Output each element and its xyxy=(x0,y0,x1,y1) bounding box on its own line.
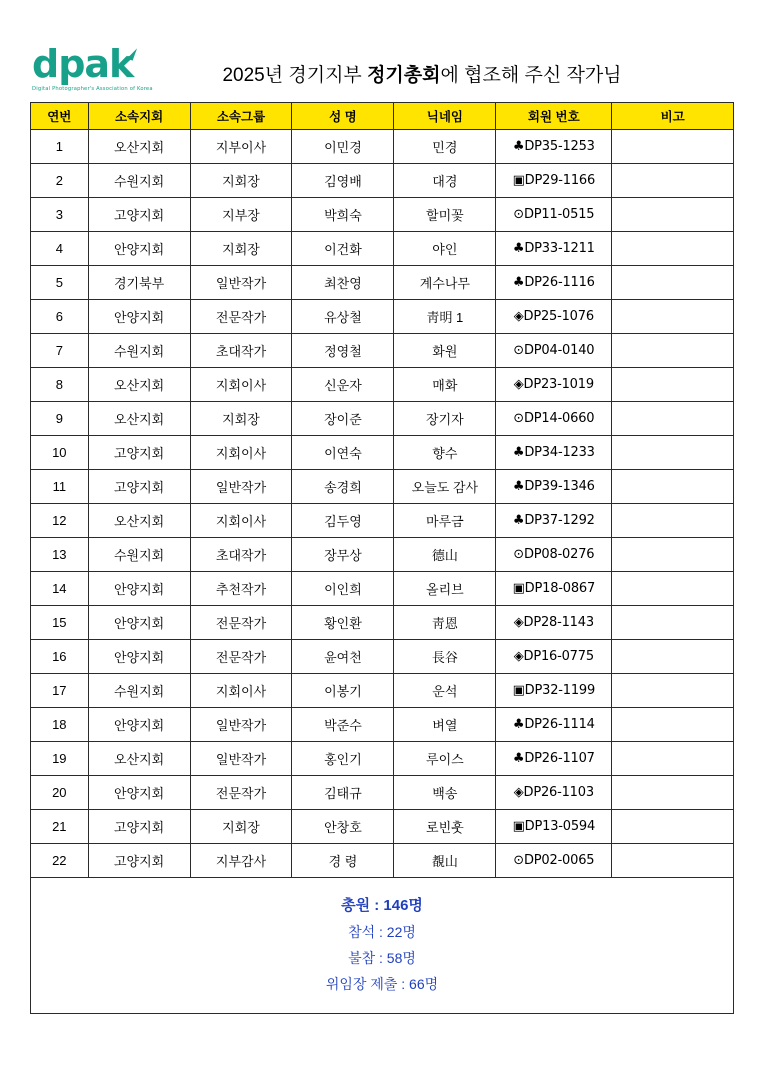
cell-no: 17 xyxy=(31,674,89,708)
cell-member-no: ◈DP23-1019 xyxy=(496,368,612,402)
cell-name: 이건화 xyxy=(292,232,394,266)
cell-name: 최찬영 xyxy=(292,266,394,300)
cell-no: 8 xyxy=(31,368,89,402)
logo-subtitle: Digital Photographer's Association of Korea xyxy=(32,86,153,92)
cell-note xyxy=(612,402,734,436)
title-part-2: 에 협조해 주신 작가님 xyxy=(440,65,622,87)
table-row xyxy=(31,708,734,742)
cell-group: 전문작가 xyxy=(190,640,292,674)
column-header-name: 성 명 xyxy=(292,103,394,130)
table-row xyxy=(31,436,734,470)
cell-note xyxy=(612,470,734,504)
cell-branch: 고양지회 xyxy=(88,198,190,232)
cell-no: 13 xyxy=(31,538,89,572)
cell-branch: 수원지회 xyxy=(88,674,190,708)
cell-branch: 수원지회 xyxy=(88,334,190,368)
cell-branch: 안양지회 xyxy=(88,776,190,810)
cell-member-no: ⊙DP11-0515 xyxy=(496,198,612,232)
cell-name: 장무상 xyxy=(292,538,394,572)
cell-nickname: 야인 xyxy=(394,232,496,266)
cell-note xyxy=(612,606,734,640)
cell-nickname: 할미꽃 xyxy=(394,198,496,232)
cell-branch: 안양지회 xyxy=(88,300,190,334)
column-header-group: 소속그룹 xyxy=(190,103,292,130)
table-row xyxy=(31,402,734,436)
cell-branch: 고양지회 xyxy=(88,844,190,878)
cell-nickname: 覩山 xyxy=(394,844,496,878)
summary-absent: 불참 : 58명 xyxy=(348,949,416,966)
cell-branch: 고양지회 xyxy=(88,436,190,470)
cell-member-no: ♣DP35-1253 xyxy=(496,130,612,164)
cell-no: 9 xyxy=(31,402,89,436)
cell-name: 김영배 xyxy=(292,164,394,198)
cell-note xyxy=(612,334,734,368)
column-header-note: 비고 xyxy=(612,103,734,130)
cell-nickname: 민경 xyxy=(394,130,496,164)
cell-nickname: 향수 xyxy=(394,436,496,470)
cell-branch: 고양지회 xyxy=(88,810,190,844)
cell-no: 20 xyxy=(31,776,89,810)
cell-branch: 수원지회 xyxy=(88,164,190,198)
table-row xyxy=(31,776,734,810)
cell-nickname: 靑明 1 xyxy=(394,300,496,334)
cell-no: 21 xyxy=(31,810,89,844)
cell-group: 지부감사 xyxy=(190,844,292,878)
document-header xyxy=(30,30,734,92)
cell-nickname: 靑恩 xyxy=(394,606,496,640)
cell-note xyxy=(612,504,734,538)
cell-no: 19 xyxy=(31,742,89,776)
cell-no: 18 xyxy=(31,708,89,742)
cell-no: 4 xyxy=(31,232,89,266)
table-row xyxy=(31,504,734,538)
cell-group: 전문작가 xyxy=(190,606,292,640)
summary-proxy: 위임장 제출 : 66명 xyxy=(325,975,439,992)
cell-name: 윤여천 xyxy=(292,640,394,674)
table-row xyxy=(31,368,734,402)
cell-member-no: ♣DP26-1114 xyxy=(496,708,612,742)
cell-note xyxy=(612,572,734,606)
table-row xyxy=(31,742,734,776)
cell-no: 10 xyxy=(31,436,89,470)
cell-group: 일반작가 xyxy=(190,708,292,742)
cell-nickname: 장기자 xyxy=(394,402,496,436)
cell-nickname: 운석 xyxy=(394,674,496,708)
cell-member-no: ♣DP26-1107 xyxy=(496,742,612,776)
cell-group: 지회이사 xyxy=(190,368,292,402)
cell-note xyxy=(612,640,734,674)
cell-no: 6 xyxy=(31,300,89,334)
cell-group: 지부이사 xyxy=(190,130,292,164)
cell-no: 1 xyxy=(31,130,89,164)
cell-name: 유상철 xyxy=(292,300,394,334)
cell-nickname: 올리브 xyxy=(394,572,496,606)
cell-note xyxy=(612,300,734,334)
cell-group: 일반작가 xyxy=(190,266,292,300)
cell-member-no: ♣DP39-1346 xyxy=(496,470,612,504)
cell-branch: 안양지회 xyxy=(88,232,190,266)
cell-member-no: ◈DP28-1143 xyxy=(496,606,612,640)
cell-member-no: ⊙DP14-0660 xyxy=(496,402,612,436)
cell-nickname: 오늘도 감사 xyxy=(394,470,496,504)
table-row xyxy=(31,266,734,300)
cell-group: 지부장 xyxy=(190,198,292,232)
summary-block xyxy=(30,878,734,1014)
cell-nickname: 화원 xyxy=(394,334,496,368)
table-header-row xyxy=(31,103,734,130)
cell-name: 경 령 xyxy=(292,844,394,878)
dpak-logo xyxy=(30,42,153,92)
cell-name: 신운자 xyxy=(292,368,394,402)
cell-branch: 오산지회 xyxy=(88,402,190,436)
table-row xyxy=(31,130,734,164)
cell-group: 전문작가 xyxy=(190,300,292,334)
cell-group: 지회이사 xyxy=(190,504,292,538)
cell-member-no: ◈DP26-1103 xyxy=(496,776,612,810)
cell-name: 정영철 xyxy=(292,334,394,368)
cell-no: 7 xyxy=(31,334,89,368)
column-header-nickname: 닉네임 xyxy=(394,103,496,130)
cell-nickname: 德山 xyxy=(394,538,496,572)
cell-note xyxy=(612,130,734,164)
cell-branch: 안양지회 xyxy=(88,708,190,742)
cell-note xyxy=(612,844,734,878)
cell-no: 12 xyxy=(31,504,89,538)
cell-no: 16 xyxy=(31,640,89,674)
cell-branch: 경기북부 xyxy=(88,266,190,300)
cell-branch: 오산지회 xyxy=(88,742,190,776)
cell-branch: 수원지회 xyxy=(88,538,190,572)
table-row xyxy=(31,844,734,878)
table-row xyxy=(31,538,734,572)
column-header-no: 연번 xyxy=(31,103,89,130)
cell-branch: 안양지회 xyxy=(88,640,190,674)
cell-member-no: ▣DP18-0867 xyxy=(496,572,612,606)
cell-note xyxy=(612,368,734,402)
cell-name: 이연숙 xyxy=(292,436,394,470)
cell-name: 박희숙 xyxy=(292,198,394,232)
cell-note xyxy=(612,266,734,300)
table-row xyxy=(31,810,734,844)
cell-member-no: ⊙DP04-0140 xyxy=(496,334,612,368)
column-header-member-no: 회원 번호 xyxy=(496,103,612,130)
cell-group: 일반작가 xyxy=(190,742,292,776)
cell-name: 박준수 xyxy=(292,708,394,742)
cell-name: 안창호 xyxy=(292,810,394,844)
cell-note xyxy=(612,198,734,232)
cell-name: 김태규 xyxy=(292,776,394,810)
cell-nickname: 벼열 xyxy=(394,708,496,742)
cell-name: 이민경 xyxy=(292,130,394,164)
cell-member-no: ♣DP33-1211 xyxy=(496,232,612,266)
cell-branch: 오산지회 xyxy=(88,130,190,164)
cell-nickname: 마루금 xyxy=(394,504,496,538)
cell-member-no: ♣DP37-1292 xyxy=(496,504,612,538)
cell-no: 14 xyxy=(31,572,89,606)
cell-note xyxy=(612,538,734,572)
cell-nickname: 로빈훗 xyxy=(394,810,496,844)
cell-group: 전문작가 xyxy=(190,776,292,810)
table-row xyxy=(31,334,734,368)
cell-name: 이봉기 xyxy=(292,674,394,708)
table-row xyxy=(31,198,734,232)
cell-group: 초대작가 xyxy=(190,334,292,368)
table-row xyxy=(31,674,734,708)
cell-nickname: 백송 xyxy=(394,776,496,810)
summary-attended: 참석 : 22명 xyxy=(348,923,416,940)
table-row xyxy=(31,640,734,674)
cell-member-no: ♣DP34-1233 xyxy=(496,436,612,470)
cell-no: 15 xyxy=(31,606,89,640)
cell-branch: 안양지회 xyxy=(88,606,190,640)
cell-group: 지회장 xyxy=(190,402,292,436)
cell-no: 3 xyxy=(31,198,89,232)
table-row xyxy=(31,572,734,606)
cell-note xyxy=(612,776,734,810)
title-emphasis: 정기총회 xyxy=(367,65,441,87)
page-title xyxy=(150,65,734,92)
cell-no: 5 xyxy=(31,266,89,300)
cell-member-no: ▣DP13-0594 xyxy=(496,810,612,844)
cell-name: 송경희 xyxy=(292,470,394,504)
cell-note xyxy=(612,674,734,708)
cell-group: 지회장 xyxy=(190,164,292,198)
cell-group: 지회이사 xyxy=(190,436,292,470)
cell-nickname: 매화 xyxy=(394,368,496,402)
cell-note xyxy=(612,810,734,844)
table-row xyxy=(31,300,734,334)
cell-branch: 안양지회 xyxy=(88,572,190,606)
attendance-table xyxy=(30,102,734,878)
cell-member-no: ♣DP26-1116 xyxy=(496,266,612,300)
cell-note xyxy=(612,708,734,742)
cell-note xyxy=(612,436,734,470)
table-row xyxy=(31,470,734,504)
cell-member-no: ▣DP32-1199 xyxy=(496,674,612,708)
cell-name: 김두영 xyxy=(292,504,394,538)
cell-branch: 오산지회 xyxy=(88,504,190,538)
cell-member-no: ▣DP29-1166 xyxy=(496,164,612,198)
cell-group: 지회장 xyxy=(190,810,292,844)
cell-group: 초대작가 xyxy=(190,538,292,572)
cell-name: 장이준 xyxy=(292,402,394,436)
cell-no: 2 xyxy=(31,164,89,198)
cell-name: 이인희 xyxy=(292,572,394,606)
cell-no: 11 xyxy=(31,470,89,504)
cell-group: 일반작가 xyxy=(190,470,292,504)
column-header-branch: 소속지회 xyxy=(88,103,190,130)
cell-name: 홍인기 xyxy=(292,742,394,776)
cell-no: 22 xyxy=(31,844,89,878)
logo-wordmark: dpak xyxy=(32,42,134,86)
cell-note xyxy=(612,232,734,266)
cell-member-no: ⊙DP02-0065 xyxy=(496,844,612,878)
cell-group: 지회이사 xyxy=(190,674,292,708)
table-row xyxy=(31,164,734,198)
cell-member-no: ◈DP16-0775 xyxy=(496,640,612,674)
cell-note xyxy=(612,164,734,198)
cell-member-no: ⊙DP08-0276 xyxy=(496,538,612,572)
cell-nickname: 長谷 xyxy=(394,640,496,674)
cell-member-no: ◈DP25-1076 xyxy=(496,300,612,334)
summary-total: 총원 : 146명 xyxy=(341,897,423,914)
cell-name: 황인환 xyxy=(292,606,394,640)
table-row xyxy=(31,606,734,640)
cell-nickname: 계수나무 xyxy=(394,266,496,300)
cell-note xyxy=(612,742,734,776)
cell-nickname: 루이스 xyxy=(394,742,496,776)
cell-branch: 오산지회 xyxy=(88,368,190,402)
table-row xyxy=(31,232,734,266)
title-part-1: 2025년 경기지부 xyxy=(222,65,368,87)
cell-group: 지회장 xyxy=(190,232,292,266)
cell-nickname: 대경 xyxy=(394,164,496,198)
cell-branch: 고양지회 xyxy=(88,470,190,504)
cell-group: 추천작가 xyxy=(190,572,292,606)
